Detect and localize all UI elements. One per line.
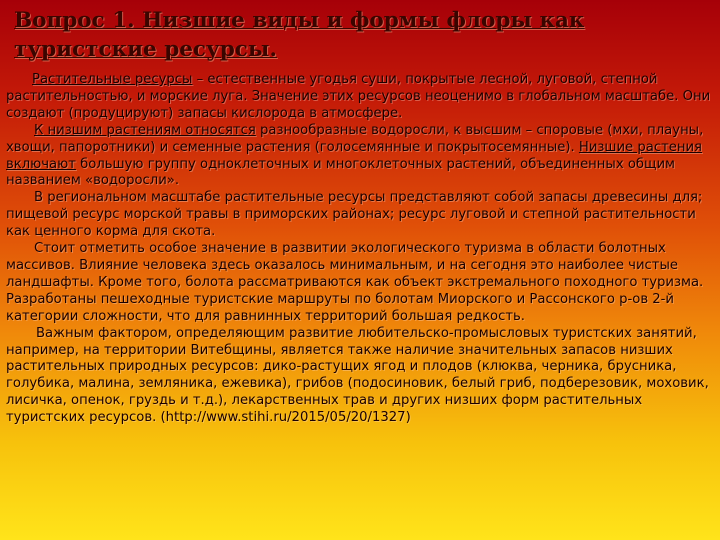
slide-title: Вопрос 1. Низшие виды и формы флоры как туристские ресурсы.: [14, 8, 585, 62]
slide-body: [6, 72, 714, 427]
paragraph-regional-scale: [6, 190, 714, 241]
paragraph-text: – естественные угодья суши, покрытые лесной, луговой, степной растительностью, и морские луга. Значение этих ресурсов неоценимо в глобальном масштабе. Они создают (продуцируют) запасы кислорода в атмосфере.: [6, 72, 711, 121]
term-lower-plants-include: Низшие растения включают: [6, 139, 702, 172]
paragraph-lower-plants: [6, 123, 714, 191]
paragraph-text: В региональном масштабе растительные ресурсы представляют собой запасы древесины для; пищевой ресурс морской травы в приморских районах; ресурс луговой и степной растительности как ценного корма для скота.: [6, 190, 703, 240]
paragraph-text: Важным фактором, определяющим развитие любительско-промысловых туристских занятий, например, на территории Витебщины, является также наличие значительных запасов низших растительных природных ресурсов: дико-растущих ягод и плодов (клюква, черника, брусника, голубика, малина, земляника, ежевика), грибов (подосиновик, белый гриб, подберезовик, моховик, лисичка, опенок, груздь и т.д.), лекарственных трав и других низших форм растительных туристских ресурсов. (http://www.stihi.ru/2015/05/20/1327): [6, 325, 709, 426]
paragraph-text: Стоит отметить особое значение в развитии экологического туризма в области болотных массивов. Влияние человека здесь оказалось минимальным, и на сегодня это наиболее чистые ландшафты. Кроме того, болота рассматриваются как объект экстремального походного туризма. Разработаны пешеходные туристские маршруты по болотам Миорского и Рассонского р-ов 2-й категории сложности, что для равнинных территорий большая редкость.: [6, 241, 704, 324]
term-lower-plants: К низшим растениям относятся: [34, 122, 256, 138]
paragraph-plant-resources: [6, 72, 714, 123]
paragraph-text: большую группу одноклеточных и многоклеточных растений, объединенных общим названием «водоросли».: [6, 156, 675, 189]
paragraph-swamps: [6, 241, 714, 326]
paragraph-vitebsk: [6, 326, 714, 427]
term-plant-resources: Растительные ресурсы: [32, 72, 193, 87]
paragraph-text: разнообразные водоросли, к высшим – споровые (мхи, плауны, хвощи, папоротники) и семенные растения (голосемянные и покрытосемянные).: [6, 122, 704, 155]
